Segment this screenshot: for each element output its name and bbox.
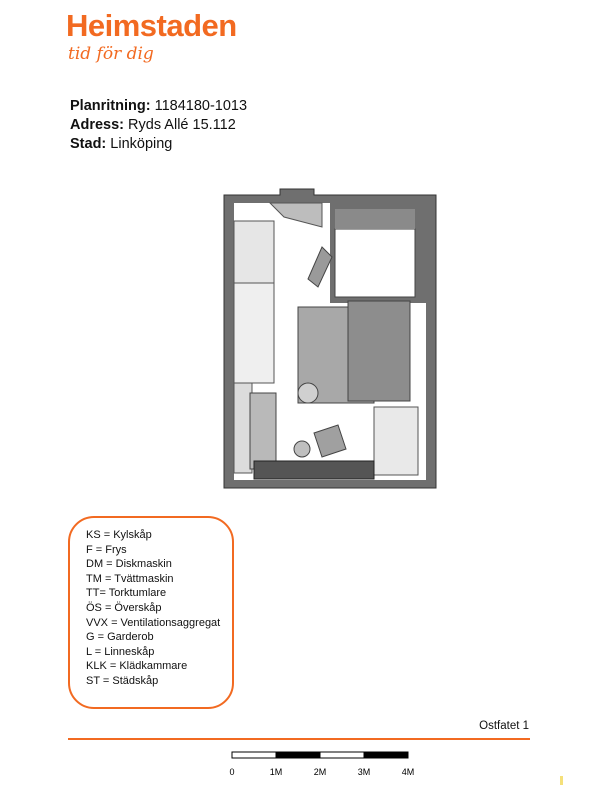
scale-label-4: 4M <box>401 767 415 777</box>
abbreviation-legend <box>68 516 234 709</box>
legend-item: F = Frys <box>86 543 127 556</box>
brand-logo: Heimstaden <box>66 8 237 43</box>
corner-mark <box>560 776 563 785</box>
legend-item: DM = Diskmaskin <box>86 558 172 571</box>
divider-rule <box>68 738 530 740</box>
legend-item: KLK = Klädkammare <box>86 660 188 673</box>
cabinet-lower <box>234 383 252 473</box>
legend-item: ÖS = Överskåp <box>86 601 162 614</box>
legend-item: KS = Kylskåp <box>86 529 152 541</box>
scale-segment <box>232 752 276 758</box>
side-table <box>294 441 310 457</box>
scale-label-0: 0 <box>229 767 235 777</box>
address-label: Adress: <box>70 117 124 133</box>
bathroom-floor <box>335 229 415 297</box>
brand-tagline: tid för dig <box>68 44 154 64</box>
cabinet-upper <box>234 221 274 283</box>
scale-segment <box>276 752 320 758</box>
legend-item: ST = Städskåp <box>86 674 159 687</box>
desk <box>348 301 410 401</box>
wardrobe <box>374 407 418 475</box>
bathroom-niche <box>335 209 415 229</box>
scale-label-2: 2M <box>313 767 327 777</box>
legend-item: G = Garderob <box>86 631 154 644</box>
shoe-rack <box>254 461 374 479</box>
legend-item: L = Linneskåp <box>86 645 155 658</box>
scale-segment <box>364 752 408 758</box>
scale-label-3: 3M <box>357 767 371 777</box>
address-value: Ryds Allé 15.112 <box>128 117 236 133</box>
plan-info <box>70 97 247 154</box>
plant <box>298 383 318 403</box>
floor-plan <box>222 187 440 489</box>
city-label: Stad: <box>70 136 107 152</box>
plan-number-row <box>70 97 247 116</box>
city-row <box>70 135 247 154</box>
plan-number-value: 1184180-1013 <box>154 98 248 114</box>
kitchen-counter <box>250 393 276 469</box>
legend-item: VVX = Ventilationsaggregat <box>86 616 221 629</box>
scale-bar <box>228 748 428 780</box>
address-row <box>70 116 247 135</box>
scale-segment <box>320 752 364 758</box>
city-value: Linköping <box>110 136 173 152</box>
plan-number-label: Planritning: <box>70 98 151 114</box>
floor-label: Ostfatet 1 <box>479 720 529 732</box>
scale-label-1: 1M <box>269 767 283 777</box>
legend-item: TM = Tvättmaskin <box>86 572 174 585</box>
legend-item: TT= Torktumlare <box>86 587 167 600</box>
cabinet-middle <box>234 283 274 383</box>
